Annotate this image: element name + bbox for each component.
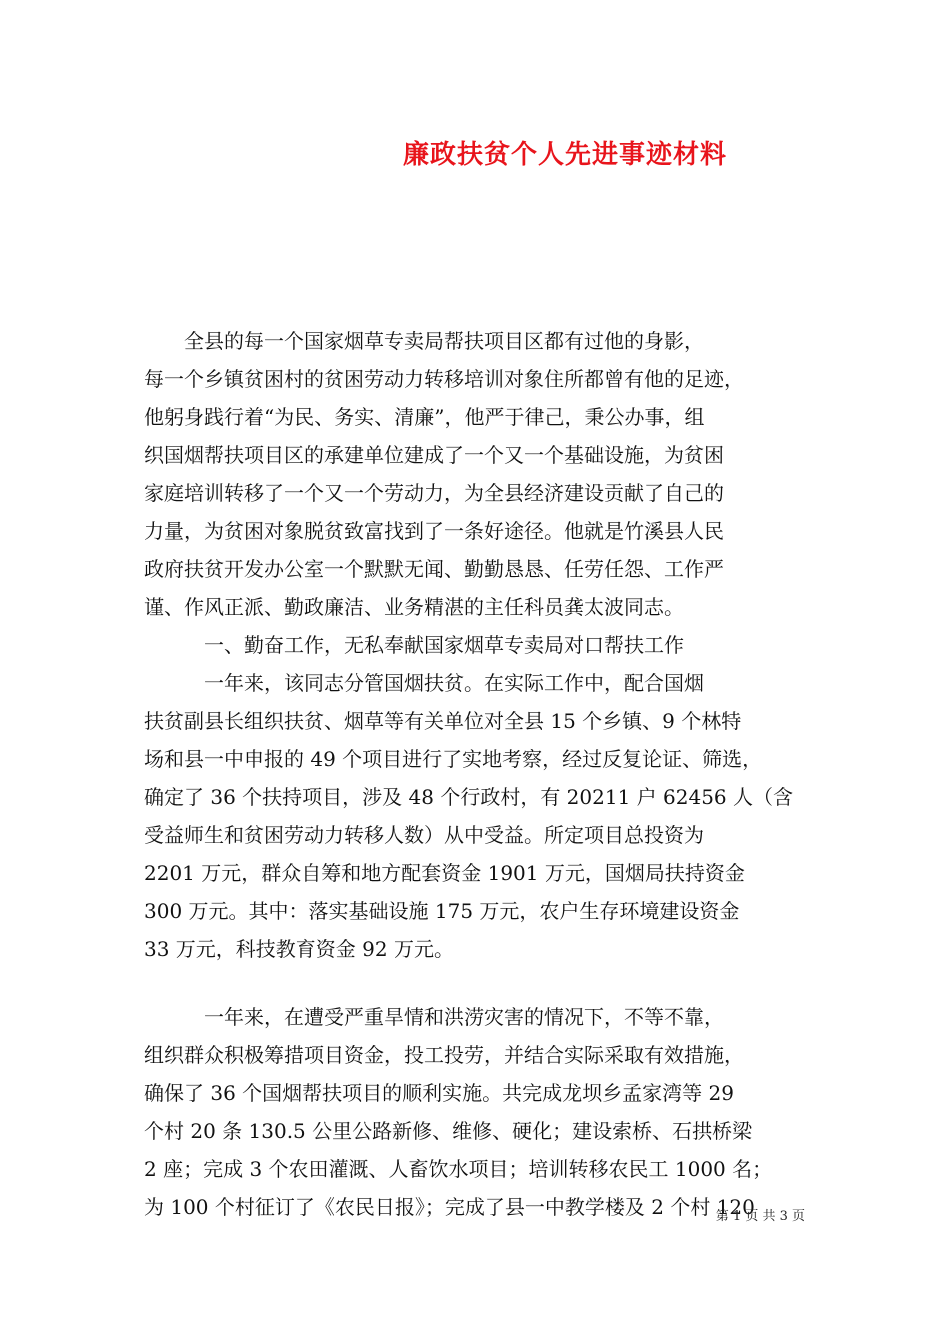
paragraph-line: 力量，为贫困对象脱贫致富找到了一条好途径。他就是竹溪县人民 — [144, 519, 724, 543]
paragraph-line: 组织群众积极筹措项目资金，投工投劳，并结合实际采取有效措施， — [144, 1043, 744, 1067]
paragraph-line: 场和县一中申报的 49 个项目进行了实地考察，经过反复论证、筛选， — [144, 747, 763, 771]
paragraph-line: 家庭培训转移了一个又一个劳动力，为全县经济建设贡献了自己的 — [144, 481, 724, 505]
paragraph-line: 每一个乡镇贫困村的贫困劳动力转移培训对象住所都曾有他的足迹， — [144, 367, 744, 391]
paragraph-line: 300 万元。其中：落实基础设施 175 万元，农户生存环境建设资金 — [144, 899, 740, 923]
paragraph-line: 全县的每一个国家烟草专卖局帮扶项目区都有过他的身影， — [144, 329, 704, 353]
paragraph-line: 织国烟帮扶项目区的承建单位建成了一个又一个基础设施，为贫困 — [144, 443, 724, 467]
paragraph-line: 一年来，该同志分管国烟扶贫。在实际工作中，配合国烟 — [144, 671, 704, 695]
section-heading: 一、勤奋工作，无私奉献国家烟草专卖局对口帮扶工作 — [144, 633, 684, 657]
paragraph-line: 2201 万元，群众自筹和地方配套资金 1901 万元，国烟局扶持资金 — [144, 861, 745, 885]
document-title: 廉政扶贫个人先进事迹材料 — [402, 140, 727, 170]
paragraph-line: 为 100 个村征订了《农民日报》；完成了县一中教学楼及 2 个村 120 — [144, 1195, 755, 1219]
paragraph-line: 受益师生和贫困劳动力转移人数）从中受益。所定项目总投资为 — [144, 823, 704, 847]
paragraph-line: 个村 20 条 130.5 公里公路新修、维修、硬化；建设索桥、石拱桥梁 — [144, 1119, 753, 1143]
paragraph-gap — [144, 968, 814, 998]
paragraph-line: 确定了 36 个扶持项目，涉及 48 个行政村，有 20211 户 62456 人（含 — [144, 785, 794, 809]
paragraph-line: 一年来，在遭受严重旱情和洪涝灾害的情况下，不等不靠， — [144, 1005, 724, 1029]
paragraph-line: 谨、作风正派、勤政廉洁、业务精湛的主任科员龚太波同志。 — [144, 595, 684, 619]
paragraph-line: 扶贫副县长组织扶贫、烟草等有关单位对全县 15 个乡镇、9 个林特 — [144, 709, 742, 733]
paragraph-line: 33 万元，科技教育资金 92 万元。 — [144, 937, 454, 961]
document-body — [144, 322, 814, 1226]
paragraph-line: 确保了 36 个国烟帮扶项目的顺利实施。共完成龙坝乡孟家湾等 29 — [144, 1081, 734, 1105]
paragraph-line: 政府扶贫开发办公室一个默默无闻、勤勤恳恳、任劳任怨、工作严 — [144, 557, 724, 581]
paragraph-line: 2 座；完成 3 个农田灌溉、人畜饮水项目；培训转移农民工 1000 名； — [144, 1157, 773, 1181]
page-number: 第 1 页 共 3 页 — [715, 1209, 805, 1224]
paragraph-line: 他躬身践行着“为民、务实、清廉”，他严于律己，秉公办事，组 — [144, 405, 705, 429]
